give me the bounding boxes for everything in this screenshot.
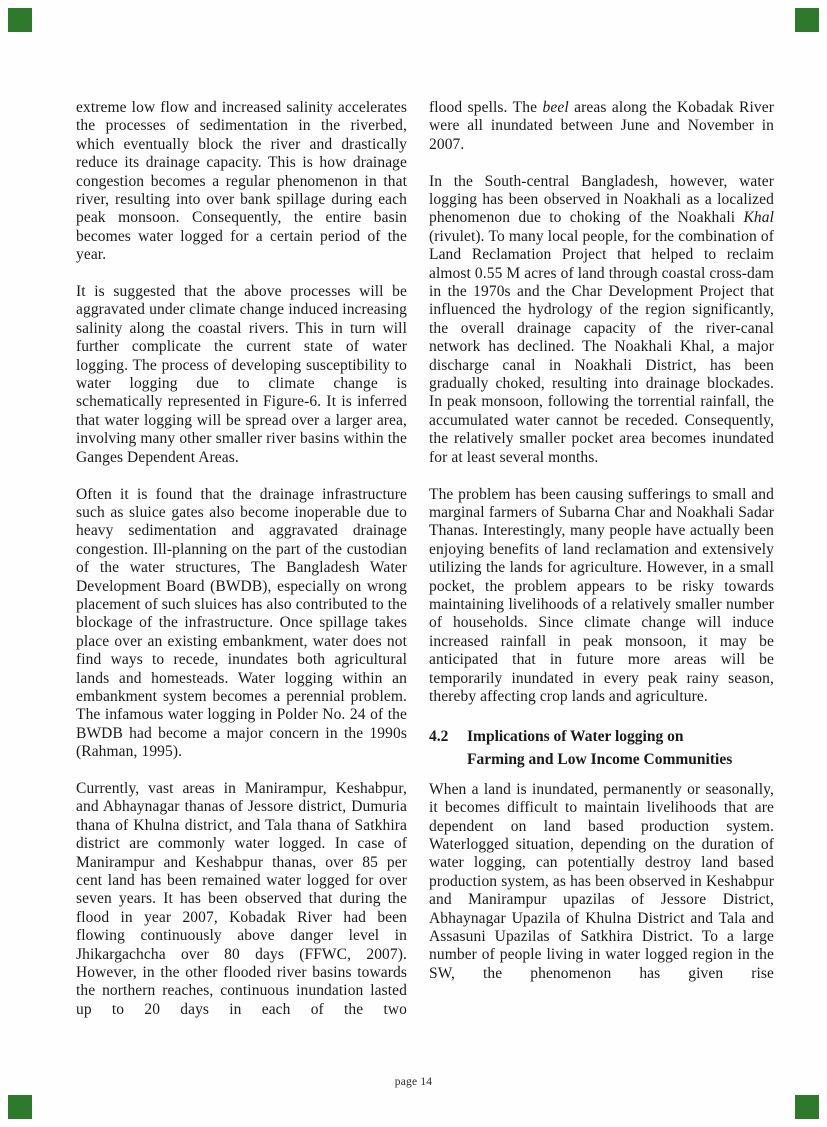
paragraph-land-inundated: When a land is inundated, permanently or seasonally, it becomes difficult to maintain livelihoods that are dependent on land based production system. Waterlogged situation, depending on the duration of water logging, can potentially destroy land based production system, as has been observed in Keshabpur and Manirampur upazilas of Jessore District, Abhaynagar Upazila of Khulna District and Tala and Assasuni Upazilas of Satkhira District. To a large number of people living in water logged region in the SW, the phenomenon has given rise: [429, 780, 774, 982]
corner-mark-bottom-left: [8, 1095, 32, 1119]
left-column: [76, 99, 407, 1019]
section-heading: [429, 725, 774, 771]
paragraph-current-areas: Currently, vast areas in Manirampur, Keshabpur, and Abhaynagar thanas of Jessore district, Dumuria thana of Khulna district, and Tala thana of Satkhira district are commonly water logged. In case of Manirampur and Keshabpur thanas, over 85 per cent land has been remained water logged for over seven years. It has been observed that during the flood in year 2007, Kobadak River had been flowing continuously above danger level in Jhikargachcha over 80 days (FFWC, 2007). However, in the other flooded river basins towards the northern reaches, continuous inundation lasted up to 20 days in each of the two: [76, 779, 407, 1018]
paragraph-climate-change: It is suggested that the above processes will be aggravated under climate change induced increasing salinity along the coastal rivers. This in turn will further complicate the current state of water logging. The process of developing susceptibility to water logging due to climate change is schematically represented in Figure-6. It is inferred that water logging will be spread over a larger area, involving many other smaller river basins within the Ganges Dependent Areas.: [76, 283, 407, 466]
right-column: [429, 99, 774, 1019]
paragraph-subarna-char: The problem has been causing sufferings to small and marginal farmers of Subarna Char and Noakhali Sadar Thanas. Interestingly, many people have actually been enjoying benefits of land reclamation and extensively utilizing the lands for agriculture. However, in a small pocket, the problem appears to be risky towards maintaining livelihoods of a relatively smaller number of households. Since climate change will induce increased rainfall in peak monsoon, it may be anticipated that in future more areas will be temporarily inundated in every peak rainy season, thereby affecting crop lands and agriculture.: [429, 485, 774, 705]
paragraph-noakhali: In the South-central Bangladesh, however, water logging has been observed in Noakhali as a localized phenomenon due to choking of the Noakhali Khal (rivulet). To many local people, for the combination of Land Reclamation Project that helped to reclaim almost 0.55 M acres of land through coastal cross-dam in the 1970s and the Char Development Project that influenced the hydrology of the region significantly, the overall drainage capacity of the river-canal network has declined. The Noakhali Khal, a major discharge canal in Noakhali District, has been gradually choked, resulting into drainage blockades. In peak monsoon, following the torrential rainfall, the accumulated water cannot be receded. Consequently, the relatively smaller pocket area becomes inundated for at least several months.: [429, 172, 774, 466]
section-title-line-1: Implications of Water logging on: [467, 727, 684, 745]
page-number: page 14: [394, 1076, 433, 1088]
section-title: [467, 725, 732, 771]
text-columns: [76, 99, 774, 1019]
corner-mark-bottom-right: [795, 1095, 819, 1119]
corner-mark-top-right: [795, 8, 819, 32]
paragraph-drainage-congestion: extreme low flow and increased salinity accelerates the processes of sedimentation in the riverbed, which eventually block the river and drastically reduce its drainage capacity. This is how drainage congestion becomes a regular phenomenon in that river, resulting into over bank spillage during each peak monsoon. Consequently, the entire basin becomes water logged for a certain period of the year.: [76, 99, 407, 264]
section-title-line-2: Farming and Low Income Communities: [467, 750, 733, 768]
paragraph-flood-spells: flood spells. The beel areas along the Kobadak River were all inundated between June and November in 2007.: [429, 99, 774, 153]
paragraph-sluice-gates: Often it is found that the drainage infrastructure such as sluice gates also become inoperable due to heavy sedimentation and aggravated drainage congestion. Ill-planning on the part of the custodian of the water structures, The Bangladesh Water Development Board (BWDB), especially on wrong placement of such sluices has also contributed to the blockage of the infrastructure. Once spillage takes place over an existing embankment, water does not find ways to recede, inundates both agricultural lands and homesteads. Water logging within an embankment system becomes a perennial problem. The infamous water logging in Polder No. 24 of the BWDB had become a major concern in the 1990s (Rahman, 1995).: [76, 485, 407, 761]
section-number: 4.2: [429, 727, 449, 745]
corner-mark-top-left: [8, 8, 32, 32]
